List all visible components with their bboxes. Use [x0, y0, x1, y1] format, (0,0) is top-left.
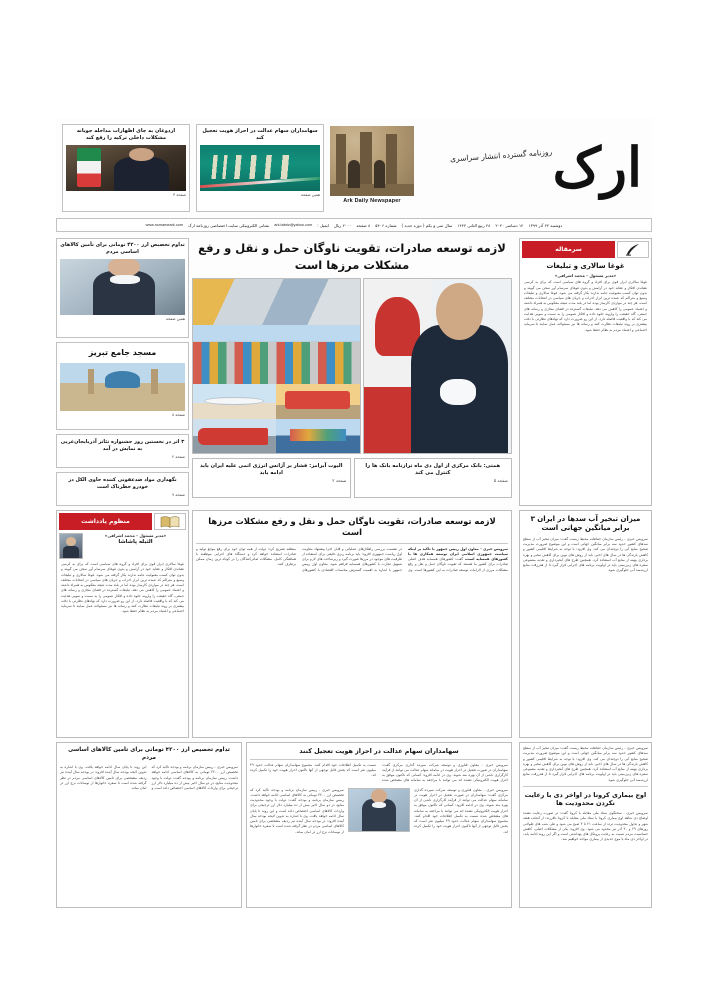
- editorial-byline: «مدیر مسئول - محمد اشرافی»: [554, 273, 617, 279]
- person-silhouette: [114, 157, 169, 191]
- teaser-card-erdogan[interactable]: [62, 124, 190, 212]
- newspaper-sheet: [56, 118, 652, 908]
- issue-weekday-date: دوشنبه ۲۴ آذر ۱۳۹۹: [528, 222, 563, 228]
- lead-portrait-image: [363, 278, 512, 454]
- story-title: سهامداران سهام عدالت در احراز هویت تعجیل کنند: [299, 747, 459, 755]
- story-card-dam-evaporation[interactable]: [519, 510, 652, 738]
- teaser-title: همتی: بانک مرکزی از اول دی ماه ترازنامه بانک ها را کنترل می کند: [365, 463, 501, 477]
- collage-container-port: [193, 325, 360, 384]
- teaser-page-ref: صفحه ۴: [172, 453, 185, 459]
- story-body-above: سرویس خبری - رئیس سازمان حفاظت محیط زیست گفت: میزان تبخیر آب از سطح سدهای کشور حدود سه برابر میانگین جهانی است و این موضوع ضرورت مدیریت صحیح منابع آبی را دوچندان می کند. وی افزود: با توجه به شرایط اقلیمی کشور و کاهش بارندگی ها در سال های اخیر، باید از روش های نوین برای کاهش تبخیر و بهره برداری بهینه از منابع آب استفاده کرد. همچنین طرح های آبخیزداری و تغذیه مصنوعی سفره های زیرزمینی باید در اولویت برنامه های اجرایی قرار گیرد تا از هدررفت منابع ارزشمند آبی جلوگیری شود.: [523, 746, 648, 782]
- teaser-card-saham-edalat[interactable]: [196, 124, 324, 212]
- teaser-card-abrams[interactable]: [192, 458, 351, 498]
- collage-airplane: [193, 384, 276, 419]
- story-title: میزان تبخیر آب سدها در ایران ۳ برابر میانگین جهانی است: [530, 515, 641, 533]
- collage-steel-coils: [193, 279, 360, 324]
- arg-monument-photo: [330, 126, 414, 196]
- open-book-icon: [154, 513, 186, 530]
- teaser-page-ref: صفحه ۲: [332, 478, 347, 484]
- teaser-title: اردوغان به جای اظهارات مداخله جویانه مشکلات داخلی ترکیه را رفع کند: [76, 128, 176, 141]
- lead-collage-image: [192, 278, 361, 454]
- face-mask-icon: [110, 275, 140, 284]
- main-article-title: لازمه توسعه صادرات، تقویت ناوگان حمل و نقل و رفع مشکلات مرزها است: [208, 516, 496, 538]
- collage-train: [193, 419, 276, 454]
- issue-gregorian-date: ۱۴ دسامبر ۲۰۲۰: [495, 222, 524, 228]
- teaser-page-ref: صفحه ۷: [172, 491, 185, 497]
- dome-shape: [105, 371, 140, 387]
- story-body-continued: سرویس خبری - معاون فناوری و توسعه شرکت سپرده گذاری مرکزی گفت: سهامداران در صورت تعجیل در احراز هویت در سامانه سهام عدالت می توانند از فرآیند کارگزاری ناشی از آن بهره مند شوند. وی در ادامه افزود: کسانی که تاکنون موفق به احراز هویت الکترونیکی نشده اند می توانند با مراجعه به سامانه های مشخص شده نسبت به تکمیل اطلاعات خود اقدام کنند. مجموع سهامداران سهام عدالت حدود ۴۹ میلیون نفر است که بخش قابل توجهی از آنها تاکنون احراز هویت خود را تکمیل کرده اند.: [414, 787, 508, 834]
- teaser-card-arz-4200[interactable]: [56, 238, 189, 338]
- teaser-card-masjed-jame[interactable]: [56, 342, 189, 430]
- teaser-title: الیوت آبرامز: فشار بر آژانس انرژی اتمی علیه ایران باید ادامه یابد: [200, 463, 343, 477]
- teaser-image-erdogan: [66, 145, 186, 191]
- teaser-title: مسجد جامع تبریز: [88, 348, 157, 357]
- issue-page-count: ۸ صفحه: [356, 222, 371, 228]
- teaser-card-alcohol-warning[interactable]: [56, 472, 189, 506]
- note-byline: «مدیر مسئول - محمد اشرافی»: [104, 533, 167, 538]
- minaret-left: [88, 369, 94, 394]
- story-card-corona-peak[interactable]: [519, 742, 652, 908]
- note-author: الثبله پاشاشا: [118, 539, 153, 545]
- main-article-block: [192, 510, 512, 738]
- face-mask-icon: [440, 379, 475, 405]
- teaser-card-theatre[interactable]: [56, 434, 189, 468]
- lead-headline: لازمه توسعه صادرات، تقویت ناوگان حمل و نقل و رفع مشکلات مرزها است: [198, 241, 506, 272]
- story-body: سرویس خبری - معاون فناوری و توسعه شرکت سپرده گذاری مرکزی گفت: سهامداران در صورت تعجیل در احراز هویت در سامانه سهام عدالت می توانند از فرآیند کارگزاری ناشی از آن بهره مند شوند. وی در ادامه افزود: کسانی که تاکنون موفق به احراز هویت الکترونیکی نشده اند می توانند با مراجعه به سامانه های مشخص شده نسبت به تکمیل اطلاعات خود اقدام کنند. مجموع سهامداران سهام عدالت حدود ۴۹ میلیون نفر است که بخش قابل توجهی از آنها تاکنون احراز هویت خود را تکمیل کرده اند.: [250, 762, 508, 783]
- columnist-portrait: [59, 533, 83, 559]
- email-address[interactable]: ark.tabriz@yahoo.com: [274, 223, 313, 227]
- masthead-tagline: روزنامه گسترده انتشار سراسری: [450, 146, 553, 164]
- teaser-image-health-minister: [60, 259, 185, 315]
- date-and-issue-bar: [56, 218, 652, 232]
- email-label: ایمیل :: [317, 222, 329, 228]
- teaser-page-ref: همین صفحه: [165, 315, 185, 321]
- issue-volume: سال سی و یکم ( دوره جدید ): [401, 222, 453, 228]
- story-body: سرویس خبری - رئیس سازمان حفاظت محیط زیست گفت: میزان تبخیر آب از سطح سدهای کشور حدود سه برابر میانگین جهانی است و این موضوع ضرورت مدیریت صحیح منابع آبی را دوچندان می کند. وی افزود: با توجه به شرایط اقلیمی کشور و کاهش بارندگی ها در سال های اخیر، باید از روش های نوین برای کاهش تبخیر و بهره برداری بهینه از منابع آب استفاده کرد. همچنین طرح های آبخیزداری و تغذیه مصنوعی سفره های زیرزمینی باید در اولویت برنامه های اجرایی قرار گیرد تا از هدررفت منابع ارزشمند آبی جلوگیری شود.: [523, 536, 648, 573]
- note-banner-label: منظوم یادداشت: [59, 513, 152, 530]
- collage-truck: [276, 384, 359, 419]
- editorial-banner-label: سرمقاله: [522, 241, 615, 258]
- masthead-english-title: Ark Daily Newspaper: [343, 198, 401, 204]
- face-mask-icon: [372, 802, 386, 808]
- story-image-official: [348, 788, 410, 832]
- story-body: سرویس خبری - رییس سازمان برنامه و بودجه تاکید کرد که تخصیص ارز ۴۲۰۰ تومانی به کالاهای اساسی ادامه خواهد داشت. رییس سازمان برنامه و بودجه گفت: دولت با وجود محدودیت منابع، در دو سال اخیر بیش از ده میلیارد دلار ارز ترجیحی برای واردات کالاهای اساسی اختصاص داده است و این روند تا پایان سال ادامه خواهد یافت. وی با اشاره به تدوین لایحه بودجه سال آینده افزود: در بودجه سال آینده نیز ردیف مشخصی برای تامین کالاهای اساسی مردم در نظر گرفته شده است تا سفره خانوارها از نوسانات نرخ ارز در امان بماند.: [60, 765, 238, 791]
- masthead-logo: [416, 124, 648, 210]
- collage-cargo-ship: [276, 419, 359, 454]
- minaret-right: [151, 369, 157, 394]
- issue-number: شماره ۵۴۰۶: [375, 222, 397, 228]
- teaser-title: ۳ اثر در نخستین روز جشنواره تئاتر آذربایجان‌غربی به نمایش در آمد: [60, 439, 185, 452]
- teaser-title: نگهداری مواد ضدعفونی کننده حاوی الکل در خودرو خطرناک است: [68, 477, 177, 490]
- teaser-image-saham-edalat: [200, 145, 320, 191]
- social-label: نشانی الکترونیکی سایت اختصاصی روزنامه ارک: [188, 222, 270, 228]
- teaser-page-ref: صفحه ۸: [172, 411, 185, 417]
- website-url[interactable]: www.roznameark.com: [145, 223, 184, 227]
- main-article-lede: سرویس خبری - معاون اول رییس جمهور با تاکید بر اینکه سیاست جمهوری اسلامی ایران توسعه همکاری ها با کشورهای همسایه است،: [408, 546, 508, 562]
- story-title: اوج بیماری کرونا در اواخر دی با رعایت نکردن محدودیت ها: [524, 790, 647, 808]
- teaser-page-ref: همین صفحه: [300, 191, 320, 197]
- teaser-page-ref: صفحه ۳: [173, 191, 186, 197]
- story-body-continued-2: سرویس خبری - رییس سازمان برنامه و بودجه تاکید کرد که تخصیص ارز ۴۲۰۰ تومانی به کالاهای اساسی ادامه خواهد داشت. رییس سازمان برنامه و بودجه گفت: دولت با وجود محدودیت منابع، در دو سال اخیر بیش از ده میلیارد دلار ارز ترجیحی برای واردات کالاهای اساسی اختصاص داده است و این روند تا پایان سال ادامه خواهد یافت. وی با اشاره به تدوین لایحه بودجه سال آینده افزود: در بودجه سال آینده نیز ردیف مشخصی برای تامین کالاهای اساسی مردم در نظر گرفته شده است تا سفره خانوارها از نوسانات نرخ ارز در امان بماند.: [250, 787, 344, 834]
- lead-story-block: [192, 238, 512, 506]
- teaser-title: سهامداران سهام عدالت در احراز هویت تعجیل کند: [202, 128, 318, 141]
- teaser-image-mosque: [60, 363, 185, 411]
- note-body: غوغا سالاری ابزار قوی برای افراد و گروه های سیاسی است که برای به کرسی نشاندن افکار و عقاید خود در آرامش و بدون غوغای سرسام آور سخن می گویند و بدون توان کسب مقبولیت عامه ندارند بکار گرفته می شود. غوغا سالاری و تبلیغات وسیع و متراکم که عمده ترین ابزار احزاب و جریان های سیاسی در انتخابات مختلف است، هر چند در مواردی کارساز بوده اما در بلند مدت نتیجه معکوس به همراه داشته و اعتماد عمومی را کاهش می دهد. تبلیغات گسترده در فضای مجازی و رسانه های جمعی، گاه حقیقت را وارونه جلوه داده و افکار عمومی را به سمت و سویی هدایت می کند که با واقعیت فاصله دارد. از این رو ضرورت دارد که نهادهای نظارتی با دقت بیشتری بر روند تبلیغات نظارت کنند و رسانه ها نیز مسئولانه عمل نمایند تا سرمایه اجتماعی و اعتماد مردم به نظام حفظ شود.: [61, 562, 184, 614]
- issue-hijri-date: ۲۸ ربیع الثانی ۱۴۴۲: [457, 222, 491, 228]
- issue-price: ۲۰۰۰ ریال: [333, 222, 352, 228]
- masthead-title: ارک: [552, 134, 642, 199]
- story-body: سرویس خبری - سخنگوی ستاد ملی مقابله با کرونا گفت: در صورت رعایت نشده اوضاع دی شاهد اوج بیماری کرونا با ستاد ملی مقابله با کرونا نافرزند: از آنجلب هفته شهر و تداول محدودیت تردد از ساعت ۲۱ تا ۴ صبح می شود و طی شب های طولانی روزهای ۲۹ و ۳۰ آذر نیز محدود می شود. وی افزود: یکی از مشکلات اصلی، کاهش حساسیت مردم نسبت به رعایت پروتکل های بهداشتی است و اگر این روند ادامه یابد، در اواخر دی ماه با موج جدیدی از بیماری مواجه خواهیم شد.: [523, 811, 648, 842]
- main-article-body: گفت: کشورهای همسایه هدف اصلی صادرات برای کشور ما هستند که تقویت ناوگان حمل و نقل و رفع مشکلات مرزی از الزامات توسعه صادرات به این کشورها است. وی در نشست بررسی راهکارهای عملیاتی و قابل اجرا پیشنهاد معاونت اول ریاست جمهوری افزود: باید برنامه ریزی دقیقی برای استفاده از ظرفیت های موجود در مرزها صورت گیرد و زیرساخت های لازم برای تسهیل تجارت با کشورهای همسایه فراهم شود. معاون اول رییس جمهور با اشاره به اهمیت گسترش مناسبات اقتصادی با کشورهای منطقه تصریح کرد: دولت از همه توان خود برای رفع موانع تولید و صادرات استفاده خواهد کرد و دستگاه های اجرایی موظفند با هماهنگی کامل، مشکلات صادرکنندگان را در کوتاه ترین زمان ممکن برطرف کنند.: [196, 546, 508, 572]
- teaser-title: تداوم تخصیص ارز ۴۲۰۰ تومانی برای تأمین کالاهای اساسی مردم: [60, 242, 185, 255]
- column-note-block: [56, 510, 189, 738]
- teaser-page-ref: صفحه ۵: [493, 478, 508, 484]
- story-card-bottom-saham[interactable]: [246, 742, 512, 908]
- story-card-bottom-arz[interactable]: [56, 742, 242, 908]
- story-title: تداوم تخصیص ارز ۴۲۰۰ تومانی برای تامین کالاهای اساسی مردم: [68, 747, 230, 761]
- editorial-column: [519, 238, 652, 506]
- masthead: [56, 118, 652, 218]
- iran-flag-icon: [77, 148, 101, 187]
- teaser-card-hemmati[interactable]: [354, 458, 513, 498]
- editorial-title: غوغا سالاری و تبلیغات: [546, 262, 625, 270]
- quill-pen-icon: [617, 241, 649, 258]
- editorial-body: غوغا سالاری ابزار قوی برای افراد و گروه های سیاسی است که برای به کرسی نشاندن افکار و عقاید خود در آرامش و بدون غوغای سرسام آور سخن می گویند و بدون توان کسب مقبولیت عامه ندارند بکار گرفته می شود. غوغا سالاری و تبلیغات وسیع و متراکم که عمده ترین ابزار احزاب و جریان های سیاسی در انتخابات مختلف است، هر چند در مواردی کارساز بوده اما در بلند مدت نتیجه معکوس به همراه داشته و اعتماد عمومی را کاهش می دهد. تبلیغات گسترده در فضای مجازی و رسانه های جمعی، گاه حقیقت را وارونه جلوه داده و افکار عمومی را به سمت و سویی هدایت می کند که با واقعیت فاصله دارد. از این رو ضرورت دارد که نهادهای نظارتی با دقت بیشتری بر روند تبلیغات نظارت کنند و رسانه ها نیز مسئولانه عمل نمایند تا سرمایه اجتماعی و اعتماد مردم به نظام حفظ شود.: [524, 280, 647, 332]
